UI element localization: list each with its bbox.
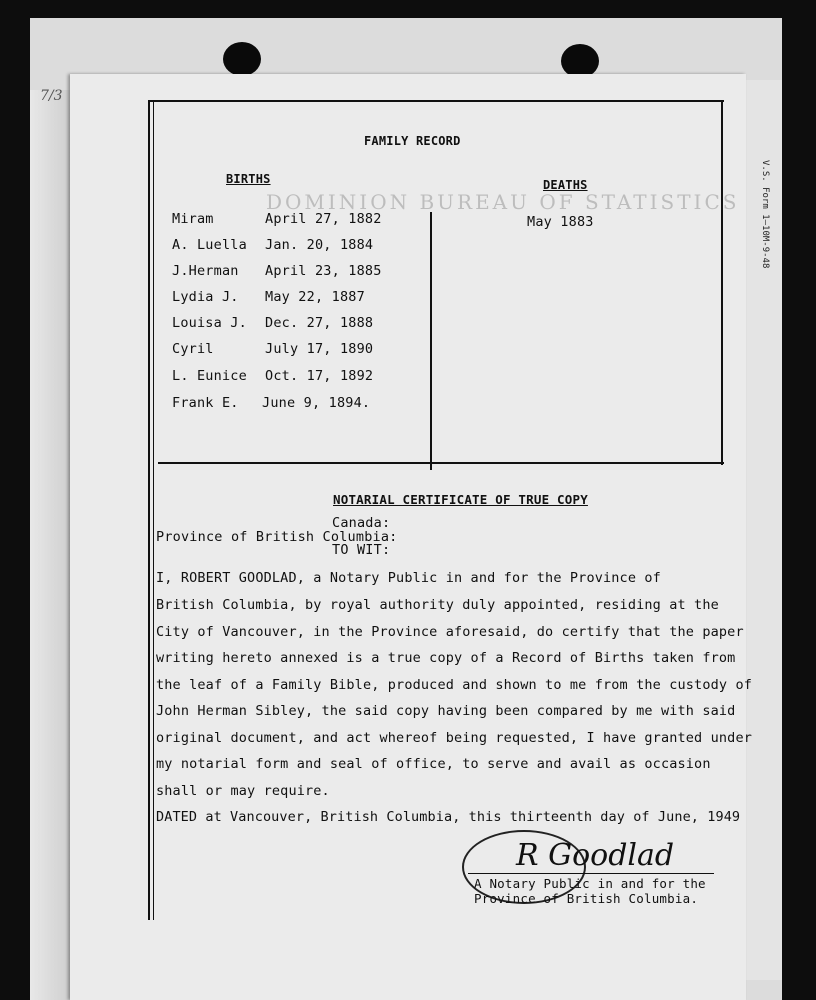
body-line: my notarial form and seal of office, to serve and avail as occasion [156, 756, 711, 772]
border-left-inner [153, 100, 154, 920]
column-divider [430, 212, 432, 470]
birth-name: A. Luella [172, 237, 247, 253]
deaths-header: DEATHS [543, 178, 588, 192]
margin-scribble: 7/3 [40, 88, 63, 104]
left-page-edge [30, 90, 70, 1000]
jurisdiction-to-wit: TO WIT: [332, 542, 391, 558]
body-line: shall or may require. [156, 783, 330, 799]
body-line: the leaf of a Family Bible, produced and shown to me from the custody of [156, 677, 752, 693]
page-title: FAMILY RECORD [364, 134, 461, 148]
birth-date: April 23, 1885 [265, 263, 382, 279]
border-right [721, 100, 723, 465]
dated-line: DATED at Vancouver, British Columbia, this thirteenth day of June, 1949 [156, 809, 741, 825]
birth-name: Lydia J. [172, 289, 239, 305]
birth-date: May 22, 1887 [265, 289, 365, 305]
border-top [148, 100, 724, 102]
notary-signature: R Goodlad [516, 838, 675, 873]
punch-hole-left [223, 42, 261, 76]
jurisdiction-country: Canada: [332, 515, 391, 531]
birth-name: Louisa J. [172, 315, 247, 331]
body-line: writing hereto annexed is a true copy of a Record of Births taken from [156, 650, 736, 666]
signature-caption-line2: Province of British Columbia. [474, 891, 699, 906]
birth-date: Dec. 27, 1888 [265, 315, 374, 331]
jurisdiction-province: Province of British Columbia: [156, 529, 398, 545]
form-code: V.S. Form 1—10M-9-48 [760, 160, 770, 269]
birth-name: Cyril [172, 341, 214, 357]
birth-name: Frank E. [172, 395, 239, 411]
birth-name: J.Herman [172, 263, 239, 279]
birth-date: Oct. 17, 1892 [265, 368, 374, 384]
table-bottom-rule [158, 462, 724, 464]
birth-date: April 27, 1882 [265, 211, 382, 227]
death-entry: May 1883 [527, 214, 594, 230]
births-header: BIRTHS [226, 172, 271, 186]
signature-caption-line1: A Notary Public in and for the [474, 876, 706, 891]
body-line: British Columbia, by royal authority duly appointed, residing at the [156, 597, 719, 613]
body-line: John Herman Sibley, the said copy having been compared by me with said [156, 703, 736, 719]
body-line: City of Vancouver, in the Province aforesaid, do certify that the paper [156, 624, 744, 640]
body-line: I, ROBERT GOODLAD, a Notary Public in and for the Province of [156, 570, 661, 586]
certificate-title: NOTARIAL CERTIFICATE OF TRUE COPY [333, 492, 588, 507]
birth-name: Miram [172, 211, 214, 227]
faint-stamp: DOMINION BUREAU OF STATISTICS [266, 190, 740, 214]
birth-date: July 17, 1890 [265, 341, 374, 357]
birth-name: L. Eunice [172, 368, 247, 384]
punch-hole-right [561, 44, 599, 78]
signature-line [468, 873, 714, 874]
body-line: original document, and act whereof being requested, I have granted under [156, 730, 752, 746]
border-left [148, 100, 150, 920]
birth-date: June 9, 1894. [262, 395, 371, 411]
birth-date: Jan. 20, 1884 [265, 237, 374, 253]
